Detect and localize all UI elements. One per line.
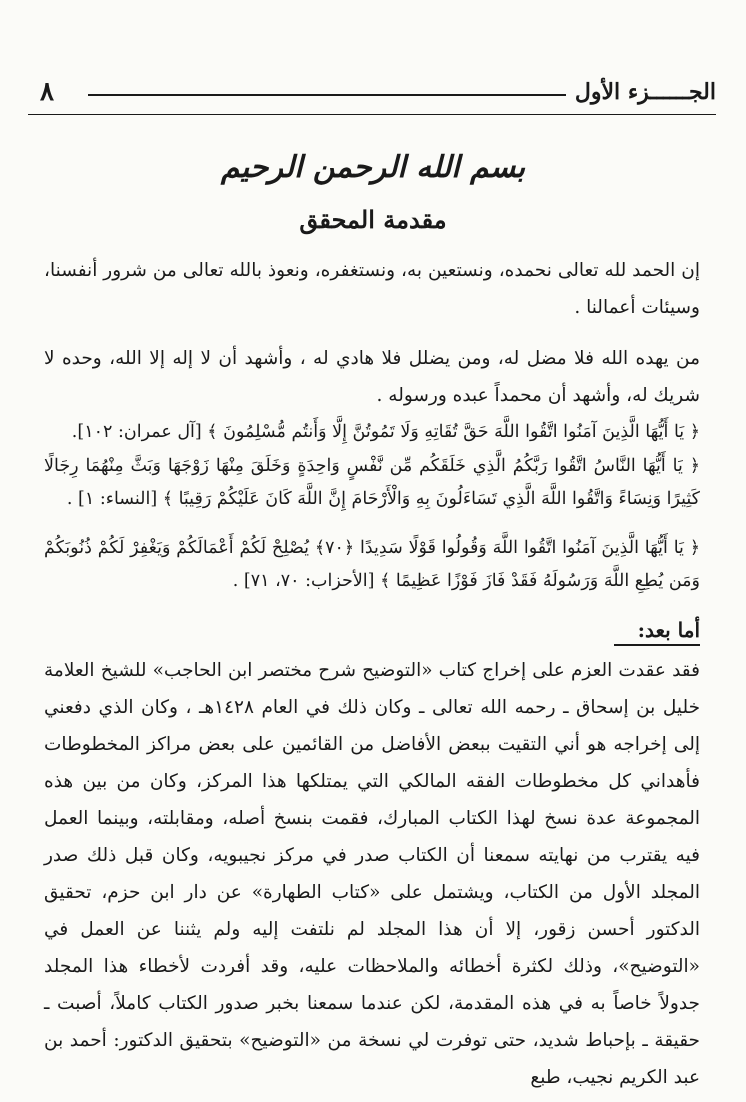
header-rule xyxy=(88,94,566,96)
verse-text: ﴿ يَا أَيُّهَا الَّذِينَ آمَنُوا اتَّقُوا اللَّهَ حَقَّ تُقَاتِهِ وَلَا تَمُوتُنَّ إِلَّا وَأَنتُم مُّسْلِمُونَ ﴾ [آل عمران: ١٠٢]. xyxy=(71,422,700,442)
paragraph-shahada xyxy=(44,340,700,414)
page-number: ٨ xyxy=(40,77,54,107)
basmala-calligraphy: بسم الله الرحمن الرحيم xyxy=(220,150,526,185)
paragraph-text: فقد عقدت العزم على إخراج كتاب «التوضيح شرح مختصر ابن الحاجب» للشيخ العلامة خليل بن إسحاق ـ رحمه الله تعالى ـ وكان ذلك في العام ١٤٢٨هـ ، وكان الذي دفعني إلى إخراجه هو أني التقيت ببعض الأفاضل من القائمين على بعض مراكز المخطوطات فأهداني كل مخطوطات الفقه المالكي التي يمتلكها هذا المركز، وكان من بين هذه المجموعة عدة نسخ لهذا الكتاب المبارك، فقمت بنسخ أصله، ومقابلته، وبينما العمل فيه يقترب من نهايته سمعنا أن الكتاب صدر في مركز نجيبويه، وكان قبل ذلك صدر المجلد الأول من الكتاب، ويشتمل على «كتاب الطهارة» عن دار ابن حزم، تحقيق الدكتور أحسن زقور، إلا أن هذا المجلد لم نلتفت إليه ولم يثننا عن العمل في «التوضيح»، وذلك لكثرة أخطائه والملاحظات عليه، وقد أفردت لأخطاء هذا المجلد جدولاً خاصاً به في هذه المقدمة، لكن عندما سمعنا بخبر صدور الكتاب كاملاً، أصبت ـ حقيقة ـ بإحباط شديد، حتى توفرت لي نسخة من «التوضيح» بتحقيق الدكتور: أحمد بن عبد الكريم نجيب، طبع xyxy=(44,660,701,1088)
quran-verse-1 xyxy=(44,416,700,449)
section-heading: أما بعد: xyxy=(637,618,700,642)
quran-verse-3 xyxy=(44,532,700,597)
page-title: مقدمة المحقق xyxy=(299,205,447,234)
quran-verse-2 xyxy=(44,450,700,515)
paragraph-text: إن الحمد لله تعالى نحمده، ونستعين به، ونستغفره، ونعوذ بالله تعالى من شرور أنفسنا، وسيئات أعمالنا . xyxy=(44,260,700,318)
paragraph-text: من يهده الله فلا مضل له، ومن يضلل فلا هادي له ، وأشهد أن لا إله إلا الله، وحده لا شريك له، وأشهد أن محمداً عبده ورسوله . xyxy=(44,348,700,406)
verse-text: ﴿ يَا أَيُّهَا النَّاسُ اتَّقُوا رَبَّكُمُ الَّذِي خَلَقَكُم مِّن نَّفْسٍ وَاحِدَةٍ وَخَلَقَ مِنْهَا زَوْجَهَا وَبَثَّ مِنْهُمَا رِجَالًا كَثِيرًا وَنِسَاءً وَاتَّقُوا اللَّهَ الَّذِي تَسَاءَلُونَ بِهِ وَالْأَرْحَامَ إِنَّ اللَّهَ كَانَ عَلَيْكُمْ رَقِيبًا ﴾ [النساء: ١] . xyxy=(44,456,700,509)
verse-text: ﴿ يَا أَيُّهَا الَّذِينَ آمَنُوا اتَّقُوا اللَّهَ وَقُولُوا قَوْلًا سَدِيدًا ﴿٧٠﴾ يُصْلِحْ لَكُمْ أَعْمَالَكُمْ وَيَغْفِرْ لَكُمْ ذُنُوبَكُمْ وَمَن يُطِعِ اللَّهَ وَرَسُولَهُ فَقَدْ فَازَ فَوْزًا عَظِيمًا ﴾ [الأحزاب: ٧٠، ٧١] . xyxy=(44,538,700,591)
heading-underline xyxy=(614,644,700,646)
paragraph-introduction xyxy=(44,652,700,1096)
page-header xyxy=(28,76,716,116)
paragraph-praise xyxy=(44,252,700,326)
header-divider xyxy=(28,114,716,115)
part-title: الجــــــزء الأول xyxy=(574,79,716,105)
